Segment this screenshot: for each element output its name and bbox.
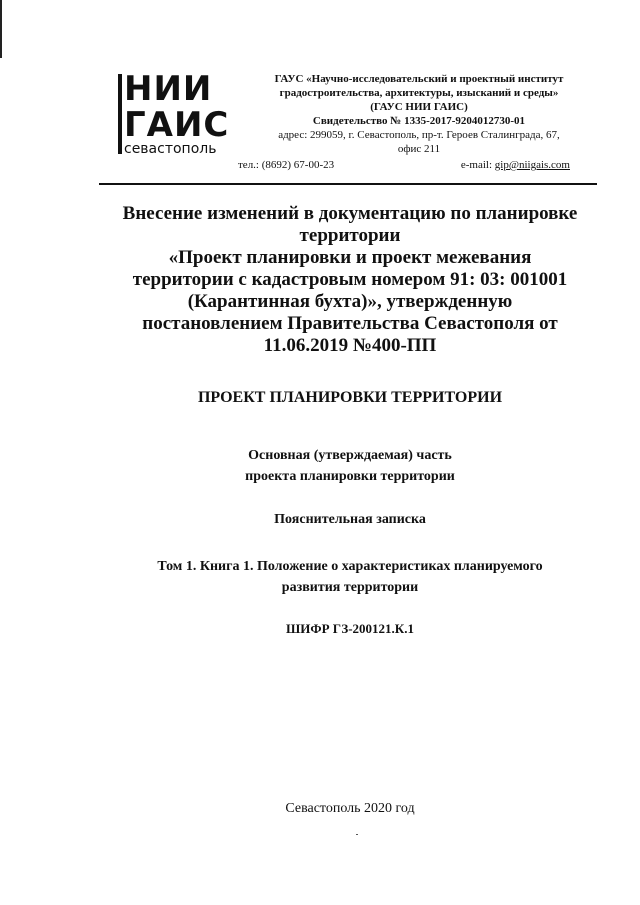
volume-line: развития территории — [281, 580, 419, 595]
org-name-line: градостроительства, архитектуры, изысканий и среды» — [279, 87, 559, 99]
org-phone: тел.: (8692) 67-00-23 — [238, 159, 335, 171]
title-line: постановлением Правительства Севастополя от — [142, 313, 558, 334]
org-name-line: ГАУС «Научно-исследовательский и проектный институт — [274, 73, 564, 85]
org-address-line: адрес: 299059, г. Севастополь, пр-т. Героев Сталинграда, 67, — [278, 129, 560, 141]
document-title — [90, 203, 610, 357]
section-heading: ПРОЕКТ ПЛАНИРОВКИ ТЕРРИТОРИИ — [197, 389, 503, 406]
institute-logo — [118, 69, 230, 162]
title-line: «Проект планировки и проект межевания — [168, 247, 532, 268]
part-description — [60, 445, 640, 487]
note-heading: Пояснительная записка — [274, 512, 426, 527]
header-divider — [99, 183, 597, 185]
logo-city: севастополь — [124, 141, 217, 157]
title-line: 11.06.2019 №400-ПП — [263, 335, 437, 356]
place-and-year: Севастополь 2020 год — [285, 801, 415, 816]
logo-text-gais: ГАИС — [124, 105, 230, 145]
title-line: (Карантинная бухта)», утвержденную — [187, 291, 513, 312]
title-line: Внесение изменений в документацию по планировке — [122, 203, 578, 224]
contacts-row — [238, 158, 570, 172]
logo-bar — [118, 74, 122, 154]
volume-line: Том 1. Книга 1. Положение о характеристиках планируемого — [157, 559, 543, 574]
org-certificate: Свидетельство № 1335-2017-9204012730-01 — [312, 115, 526, 127]
org-name-line: (ГАУС НИИ ГАИС) — [370, 101, 468, 113]
document-code: ШИФР ГЗ-200121.К.1 — [286, 621, 414, 636]
org-email-block — [461, 158, 570, 172]
title-line: территории с кадастровым номером 91: 03: 001001 — [132, 269, 568, 290]
org-address-line: офис 211 — [397, 143, 441, 155]
volume-description — [60, 556, 640, 598]
scan-speck — [356, 834, 358, 835]
email-label: e-mail: — [460, 159, 495, 171]
logo-text-nii: НИИ — [124, 69, 213, 109]
title-line: территории — [299, 225, 401, 246]
part-line: проекта планировки территории — [245, 469, 455, 484]
scan-edge-mark — [0, 0, 2, 58]
email-link[interactable]: gip@niigais.com — [494, 159, 570, 171]
letterhead — [118, 69, 598, 182]
organization-info — [240, 72, 598, 156]
part-line: Основная (утверждаемая) часть — [248, 448, 452, 463]
